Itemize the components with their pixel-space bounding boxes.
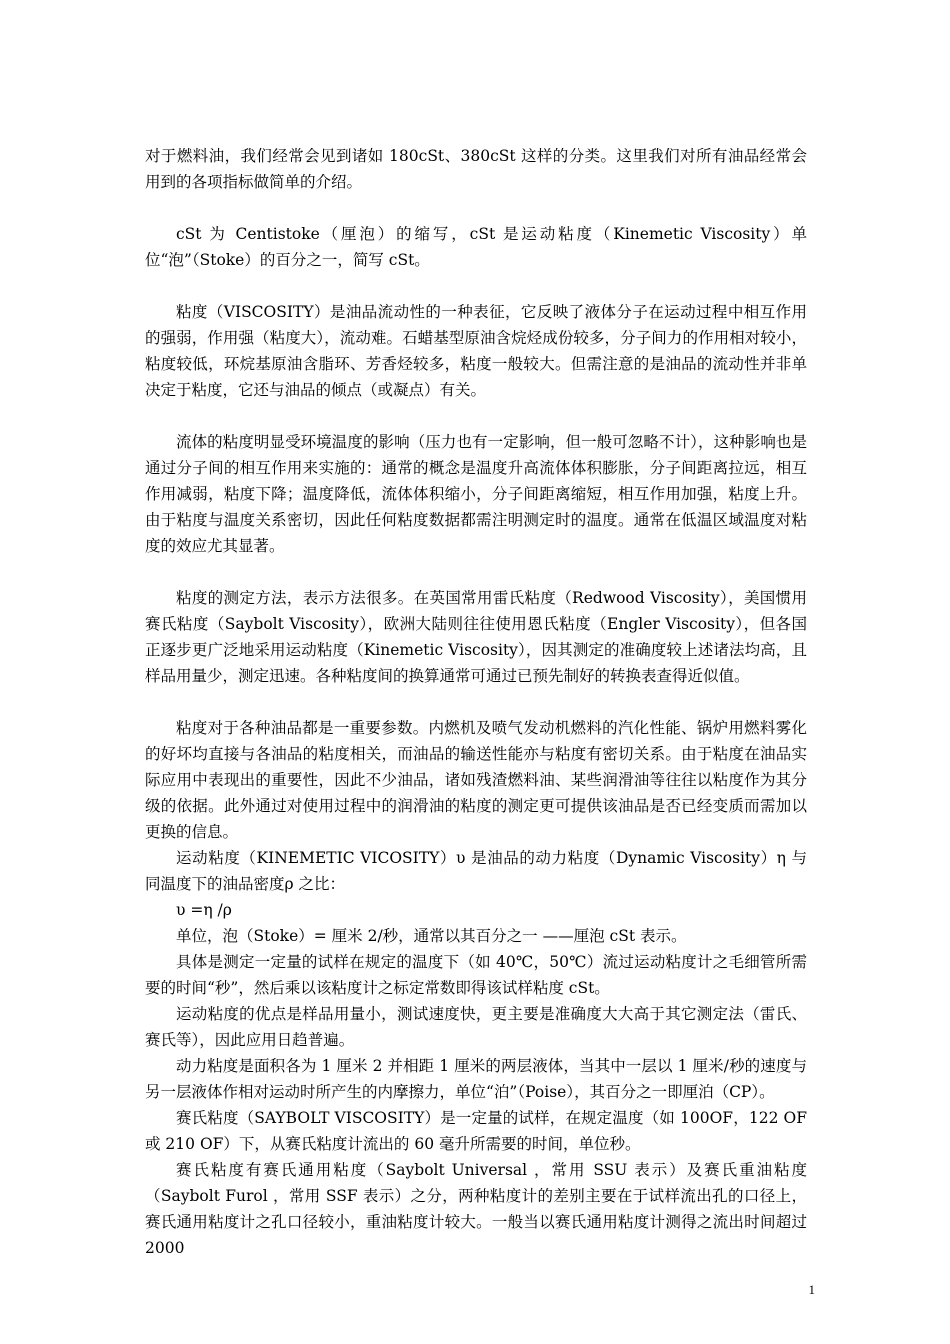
paragraph-advantages: 运动粘度的优点是样品用量小，测试速度快，更主要是准确度大大高于其它测定法（雷氏、赛氏等），因此应用日趋普遍。 xyxy=(145,1005,807,1049)
paragraph-stoke-unit: 单位，泡（Stoke）= 厘米 2/秒，通常以其百分之一 ——厘泡 cSt 表示。 xyxy=(176,927,687,945)
paragraph-cst-definition: cSt 为 Centistoke（厘泡）的缩写，cSt 是运动粘度（Kinemetic Viscosity）单位“泡”（Stoke）的百分之一，简写 cSt。 xyxy=(145,225,807,269)
paragraph-kinematic-viscosity: 运动粘度（KINEMETIC VICOSITY）υ 是油品的动力粘度（Dynamic Viscosity）η 与同温度下的油品密度ρ 之比： xyxy=(145,849,807,893)
paragraph-measurement-methods: 粘度的测定方法，表示方法很多。在英国常用雷氏粘度（Redwood Viscosity），美国惯用赛氏粘度（Saybolt Viscosity），欧洲大陆则往往使用恩氏粘度（Engler Viscosity），但各国正逐步更广泛地采用运动粘度（Kinemetic Viscosity），因其测定的准确度较上述诸法均高，且样品用量少，测定迅速。各种粘度间的换算通常可通过已预先制好的转换表查得近似值。 xyxy=(145,589,807,685)
paragraph-saybolt-viscosity: 赛氏粘度（SAYBOLT VISCOSITY）是一定量的试样，在规定温度（如 100OF，122 OF 或 210 OF）下，从赛氏粘度计流出的 60 毫升所需要的时间，单位秒。 xyxy=(145,1109,807,1153)
paragraph-viscosity-definition: 粘度（VISCOSITY）是油品流动性的一种表征，它反映了液体分子在运动过程中相互作用的强弱，作用强（粘度大），流动难。石蜡基型原油含烷烃成份较多，分子间力的作用相对较小，粘度较低，环烷基原油含脂环、芳香烃较多，粘度一般较大。但需注意的是油品的流动性并非单决定于粘度，它还与油品的倾点（或凝点）有关。 xyxy=(145,303,807,399)
formula-kinematic-viscosity: υ =η /ρ xyxy=(176,901,232,919)
document-body xyxy=(145,143,807,1261)
paragraph-test-procedure: 具体是测定一定量的试样在规定的温度下（如 40℃，50℃）流过运动粘度计之毛细管所需要的时间“秒”，然后乘以该粘度计之标定常数即得该试样粘度 cSt。 xyxy=(145,953,807,997)
paragraph-saybolt-types: 赛氏粘度有赛氏通用粘度（Saybolt Universal ，常用 SSU 表示）及赛氏重油粘度（Saybolt Furol ，常用 SSF 表示）之分，两种粘度计的差别主要在于试样流出孔的口径上，赛氏通用粘度计之孔口径较小，重油粘度计较大。一般当以赛氏通用粘度计测得之流出时间超过 2000 xyxy=(145,1161,807,1257)
page-number: 1 xyxy=(808,1282,815,1297)
paragraph-importance: 粘度对于各种油品都是一重要参数。内燃机及喷气发动机燃料的汽化性能、锅炉用燃料雾化的好坏均直接与各油品的粘度相关，而油品的输送性能亦与粘度有密切关系。由于粘度在油品实际应用中表现出的重要性，因此不少油品，诸如残渣燃料油、某些润滑油等往往以粘度作为其分级的依据。此外通过对使用过程中的润滑油的粘度的测定更可提供该油品是否已经变质而需加以更换的信息。 xyxy=(145,719,807,841)
paragraph-intro: 对于燃料油，我们经常会见到诸如 180cSt、380cSt 这样的分类。这里我们对所有油品经常会用到的各项指标做简单的介绍。 xyxy=(145,147,807,191)
paragraph-dynamic-viscosity: 动力粘度是面积各为 1 厘米 2 并相距 1 厘米的两层液体，当其中一层以 1 厘米/秒的速度与另一层液体作相对运动时所产生的内摩擦力，单位“泊”（Poise），其百分之一即厘泊（CP）。 xyxy=(145,1057,807,1101)
paragraph-temperature-effect: 流体的粘度明显受环境温度的影响（压力也有一定影响，但一般可忽略不计），这种影响也是通过分子间的相互作用来实施的：通常的概念是温度升高流体体积膨胀，分子间距离拉远，相互作用减弱，粘度下降；温度降低，流体体积缩小，分子间距离缩短，相互作用加强，粘度上升。由于粘度与温度关系密切，因此任何粘度数据都需注明测定时的温度。通常在低温区域温度对粘度的效应尤其显著。 xyxy=(145,433,807,555)
